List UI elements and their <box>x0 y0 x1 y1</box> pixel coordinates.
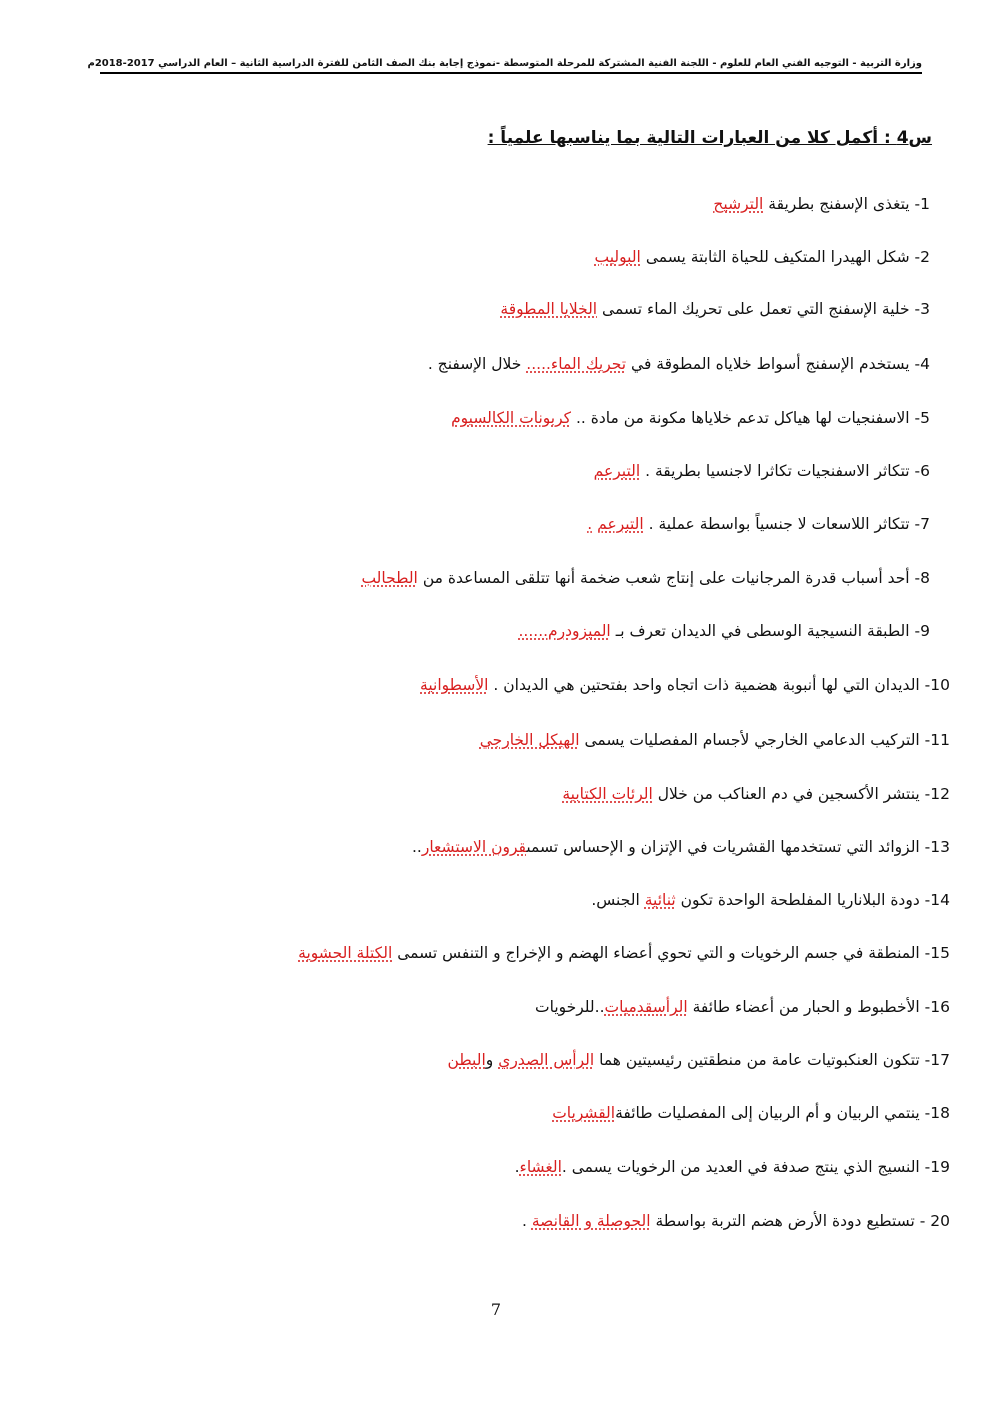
list-item: 13- الزوائد التي تستخدمها القشريات في الإتزان و الإحساس تسمىقرون الاستشعار.. <box>411 838 950 856</box>
list-item: 9- الطبقة النسيجية الوسطى في الديدان تعرف بـ الميزودرم...... <box>518 622 930 640</box>
list-item: 6- تتكاثر الاسفنجيات تكاثرا لاجنسيا بطريقة . التبرعم <box>593 462 930 480</box>
question-title: س4 : أكمل كلا من العبارات التالية بما يناسبها علمياً : <box>487 128 932 148</box>
answer: البوليب <box>594 248 641 266</box>
answer: الرأسقدميات <box>604 998 688 1016</box>
list-item: 8- أحد أسباب قدرة المرجانيات على إنتاج شعب ضخمة أنها تتلقى المساعدة من الطحالب <box>361 569 930 587</box>
list-item: 4- يستخدم الإسفنج أسواط خلاياه المطوقة في تحريك الماء..... خلال الإسفنج . <box>427 355 930 373</box>
page-header: وزارة التربية - التوجيه الفني العام للعلوم - اللجنة الفنية المشتركة للمرحلة المتوسطة -نموذج إجابة بنك الصف الثامن للفترة الدراسية الثانية – العام الدراسي 2017-2018م <box>100 58 922 74</box>
answer: الطحالب <box>361 569 418 587</box>
answer: القشريات <box>552 1104 616 1122</box>
answer: الحوصلة و القانصة <box>531 1212 651 1230</box>
list-item: 14- دودة البلاناريا المفلطحة الواحدة تكون ثنائية الجنس. <box>591 891 950 909</box>
answer: الغشاء <box>519 1158 562 1176</box>
answer: الأسطوانية <box>420 676 489 694</box>
list-item: 3- خلية الإسفنج التي تعمل على تحريك الماء تسمى الخلايا المطوقة <box>500 300 930 318</box>
answer: البطن <box>447 1051 486 1069</box>
list-item: 12- ينتشر الأكسجين في دم العناكب من خلال الرئات الكتابية <box>562 785 950 803</box>
list-item: 2- شكل الهيدرا المتكيف للحياة الثابتة يسمى البوليب <box>594 248 930 266</box>
list-item: 20 - تستطيع دودة الأرض هضم التربة بواسطة الحوصلة و القانصة . <box>521 1212 950 1230</box>
answer: الكتلة الحشوية <box>298 944 393 962</box>
answer: الهيكل الخارجي <box>479 731 580 749</box>
list-item: 11- التركيب الدعامي الخارجي لأجسام المفصليات يسمى الهيكل الخارجي <box>479 731 950 749</box>
list-item: 16- الأخطبوط و الحبار من أعضاء طائفة الرأسقدميات..للرخويات <box>535 998 950 1016</box>
answer: الخلايا المطوقة <box>500 300 598 318</box>
page-number: 7 <box>490 1300 502 1319</box>
answer: تحريك الماء..... <box>526 355 627 373</box>
answer: قرون الاستشعار <box>421 838 527 856</box>
list-item: 1- يتغذى الإسفنج بطريقة الترشيح <box>713 195 930 213</box>
answer: كربونات الكالسيوم <box>451 409 572 427</box>
list-item: 7- تتكاثر اللاسعات لا جنسياً بواسطة عملية . التبرعم . <box>587 515 930 533</box>
list-item: 18- ينتمي الربيان و أم الربيان إلى المفصليات طائفةالقشريات <box>552 1104 950 1122</box>
answer: ثنائية <box>644 891 676 909</box>
answer: التبرعم <box>597 515 644 533</box>
list-item: 10- الديدان التي لها أنبوبة هضمية ذات اتجاه واحد بفتحتين هي الديدان . الأسطوانية <box>420 676 950 694</box>
list-item: 15- المنطقة في جسم الرخويات و التي تحوي أعضاء الهضم و الإخراج و التنفس تسمى الكتلة الحشوية <box>298 944 950 962</box>
list-item: 5- الاسفنجيات لها هياكل تدعم خلاياها مكونة من مادة .. كربونات الكالسيوم <box>451 409 930 427</box>
answer: الرأس الصدري <box>498 1051 595 1069</box>
list-item: 19- النسيج الذي ينتج صدفة في العديد من الرخويات يسمى .الغشاء. <box>514 1158 950 1176</box>
answer: الرئات الكتابية <box>562 785 653 803</box>
answer: التبرعم <box>593 462 641 480</box>
answer: الميزودرم...... <box>518 622 611 640</box>
answer: الترشيح <box>713 195 764 213</box>
list-item: 17- تتكون العنكبوتيات عامة من منطقتين رئيسيتين هما الرأس الصدري والبطن <box>447 1051 950 1069</box>
